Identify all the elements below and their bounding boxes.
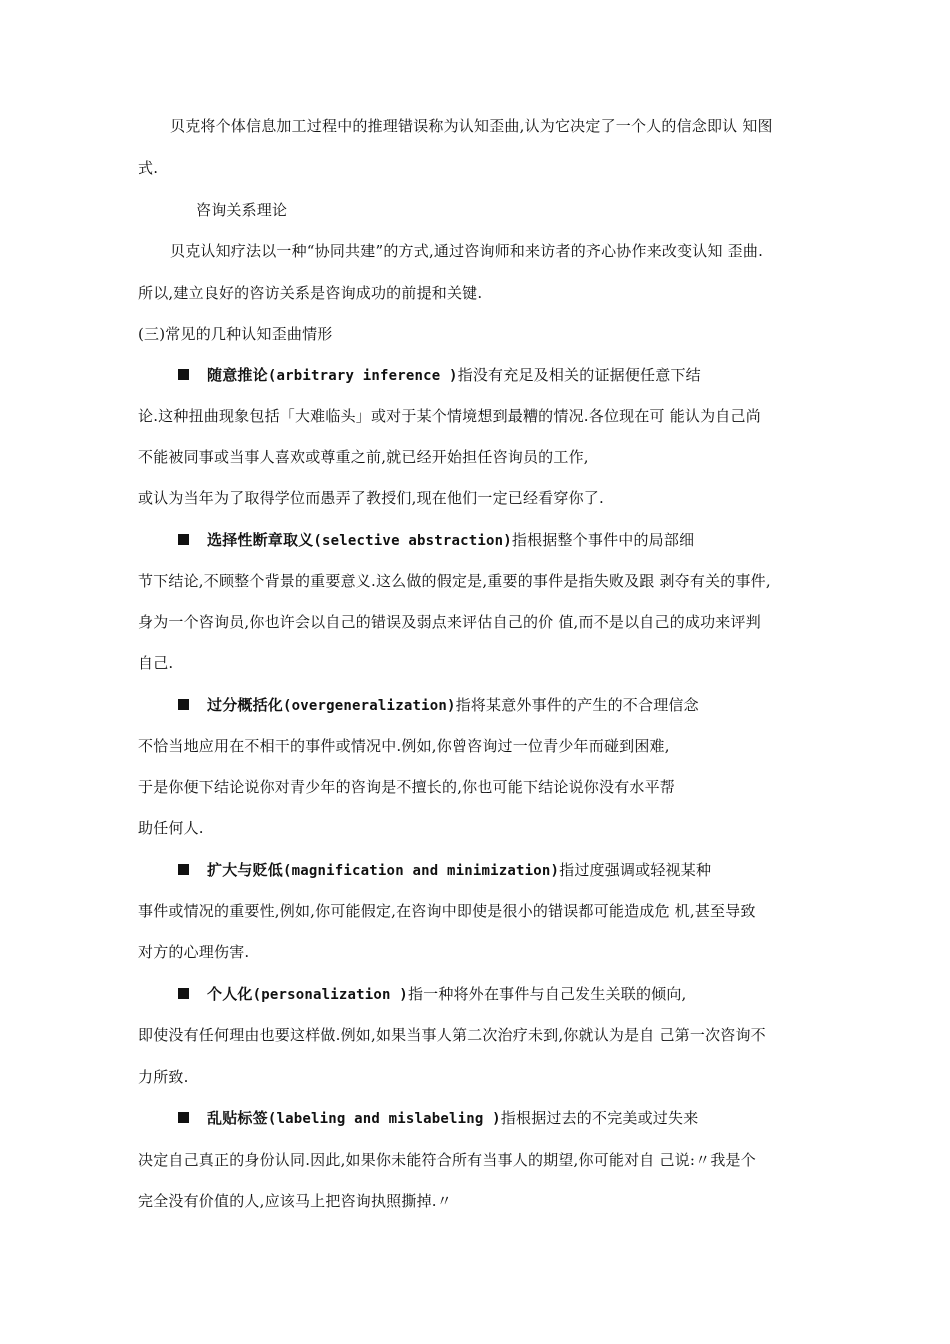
bullet-item-heading (178, 1108, 698, 1129)
square-bullet-icon (178, 864, 189, 875)
paragraph-line: 即使没有任何理由也要这样做.例如,如果当事人第二次治疗未到,你就认为是自 己第一次咨询不 (138, 1026, 766, 1044)
english-term: (personalization ) (252, 987, 408, 1003)
bullet-item-heading (178, 695, 699, 716)
paragraph-line: 节下结论,不顾整个背景的重要意义.这么做的假定是,重要的事件是指失败及跟 剥夺有关的事件, (138, 572, 771, 590)
english-term: (arbitrary inference ) (267, 368, 458, 384)
section-title: (三)常见的几种认知歪曲情形 (138, 325, 333, 343)
bullet-item-heading (178, 365, 701, 386)
subheading: 咨询关系理论 (196, 201, 288, 219)
square-bullet-icon (178, 369, 189, 380)
term-definition: 指一种将外在事件与自己发生关联的倾向, (407, 985, 687, 1003)
english-term: (selective abstraction) (313, 533, 512, 549)
term-definition: 指根据整个事件中的局部细 (511, 531, 695, 549)
paragraph-line: 身为一个咨询员,你也许会以自己的错误及弱点来评估自己的价 值,而不是以自己的成功来评判 (138, 613, 761, 631)
bullet-item-heading (178, 860, 711, 881)
paragraph-line: 对方的心理伤害. (138, 943, 250, 961)
term-definition: 指根据过去的不完美或过失来 (500, 1109, 699, 1127)
paragraph-line: 贝克认知疗法以一种“协同共建”的方式,通过咨询师和来访者的齐心协作来改变认知 歪曲. (170, 242, 764, 260)
term-definition: 指过度强调或轻视某种 (559, 861, 712, 879)
paragraph-line: 式. (138, 159, 159, 177)
bullet-item-heading (178, 984, 687, 1005)
paragraph-line: 不能被同事或当事人喜欢或尊重之前,就已经开始担任咨询员的工作, (138, 448, 589, 466)
paragraph-line: 完全没有价值的人,应该马上把咨询执照撕掉.〃 (138, 1192, 452, 1210)
paragraph-line: 论.这种扭曲现象包括「大难临头」或对于某个情境想到最糟的情况.各位现在可 能认为自己尚 (138, 407, 761, 425)
english-term: (overgeneralization) (283, 698, 456, 714)
paragraph-line: 助任何人. (138, 819, 204, 837)
term: 过分概括化 (207, 696, 284, 714)
paragraph-line: 决定自己真正的身份认同.因此,如果你未能符合所有当事人的期望,你可能对自 己说:〃我是个 (138, 1151, 756, 1169)
square-bullet-icon (178, 1112, 189, 1123)
term: 个人化 (207, 985, 253, 1003)
paragraph-line: 力所致. (138, 1068, 189, 1086)
paragraph-line: 于是你便下结论说你对青少年的咨询是不擅长的,你也可能下结论说你没有水平帮 (138, 778, 675, 796)
term-definition: 指没有充足及相关的证据便任意下结 (457, 366, 701, 384)
term-definition: 指将某意外事件的产生的不合理信念 (455, 696, 699, 714)
paragraph-line: 所以,建立良好的咨访关系是咨询成功的前提和关键. (138, 284, 483, 302)
paragraph-line: 自己. (138, 654, 174, 672)
paragraph-line: 贝克将个体信息加工过程中的推理错误称为认知歪曲,认为它决定了一个人的信念即认 知图 (170, 117, 773, 135)
square-bullet-icon (178, 534, 189, 545)
english-term: (magnification and minimization) (283, 863, 560, 879)
paragraph-line: 事件或情况的重要性,例如,你可能假定,在咨询中即使是很小的错误都可能造成危 机,甚至导致 (138, 902, 756, 920)
term: 乱贴标签 (207, 1109, 268, 1127)
term: 扩大与贬低 (207, 861, 284, 879)
paragraph-line: 或认为当年为了取得学位而愚弄了教授们,现在他们一定已经看穿你了. (138, 489, 604, 507)
term: 选择性断章取义 (207, 531, 314, 549)
bullet-item-heading (178, 530, 694, 551)
square-bullet-icon (178, 988, 189, 999)
english-term: (labeling and mislabeling ) (267, 1111, 501, 1127)
paragraph-line: 不恰当地应用在不相干的事件或情况中.例如,你曾咨询过一位青少年而碰到困难, (138, 737, 670, 755)
square-bullet-icon (178, 699, 189, 710)
term: 随意推论 (207, 366, 268, 384)
